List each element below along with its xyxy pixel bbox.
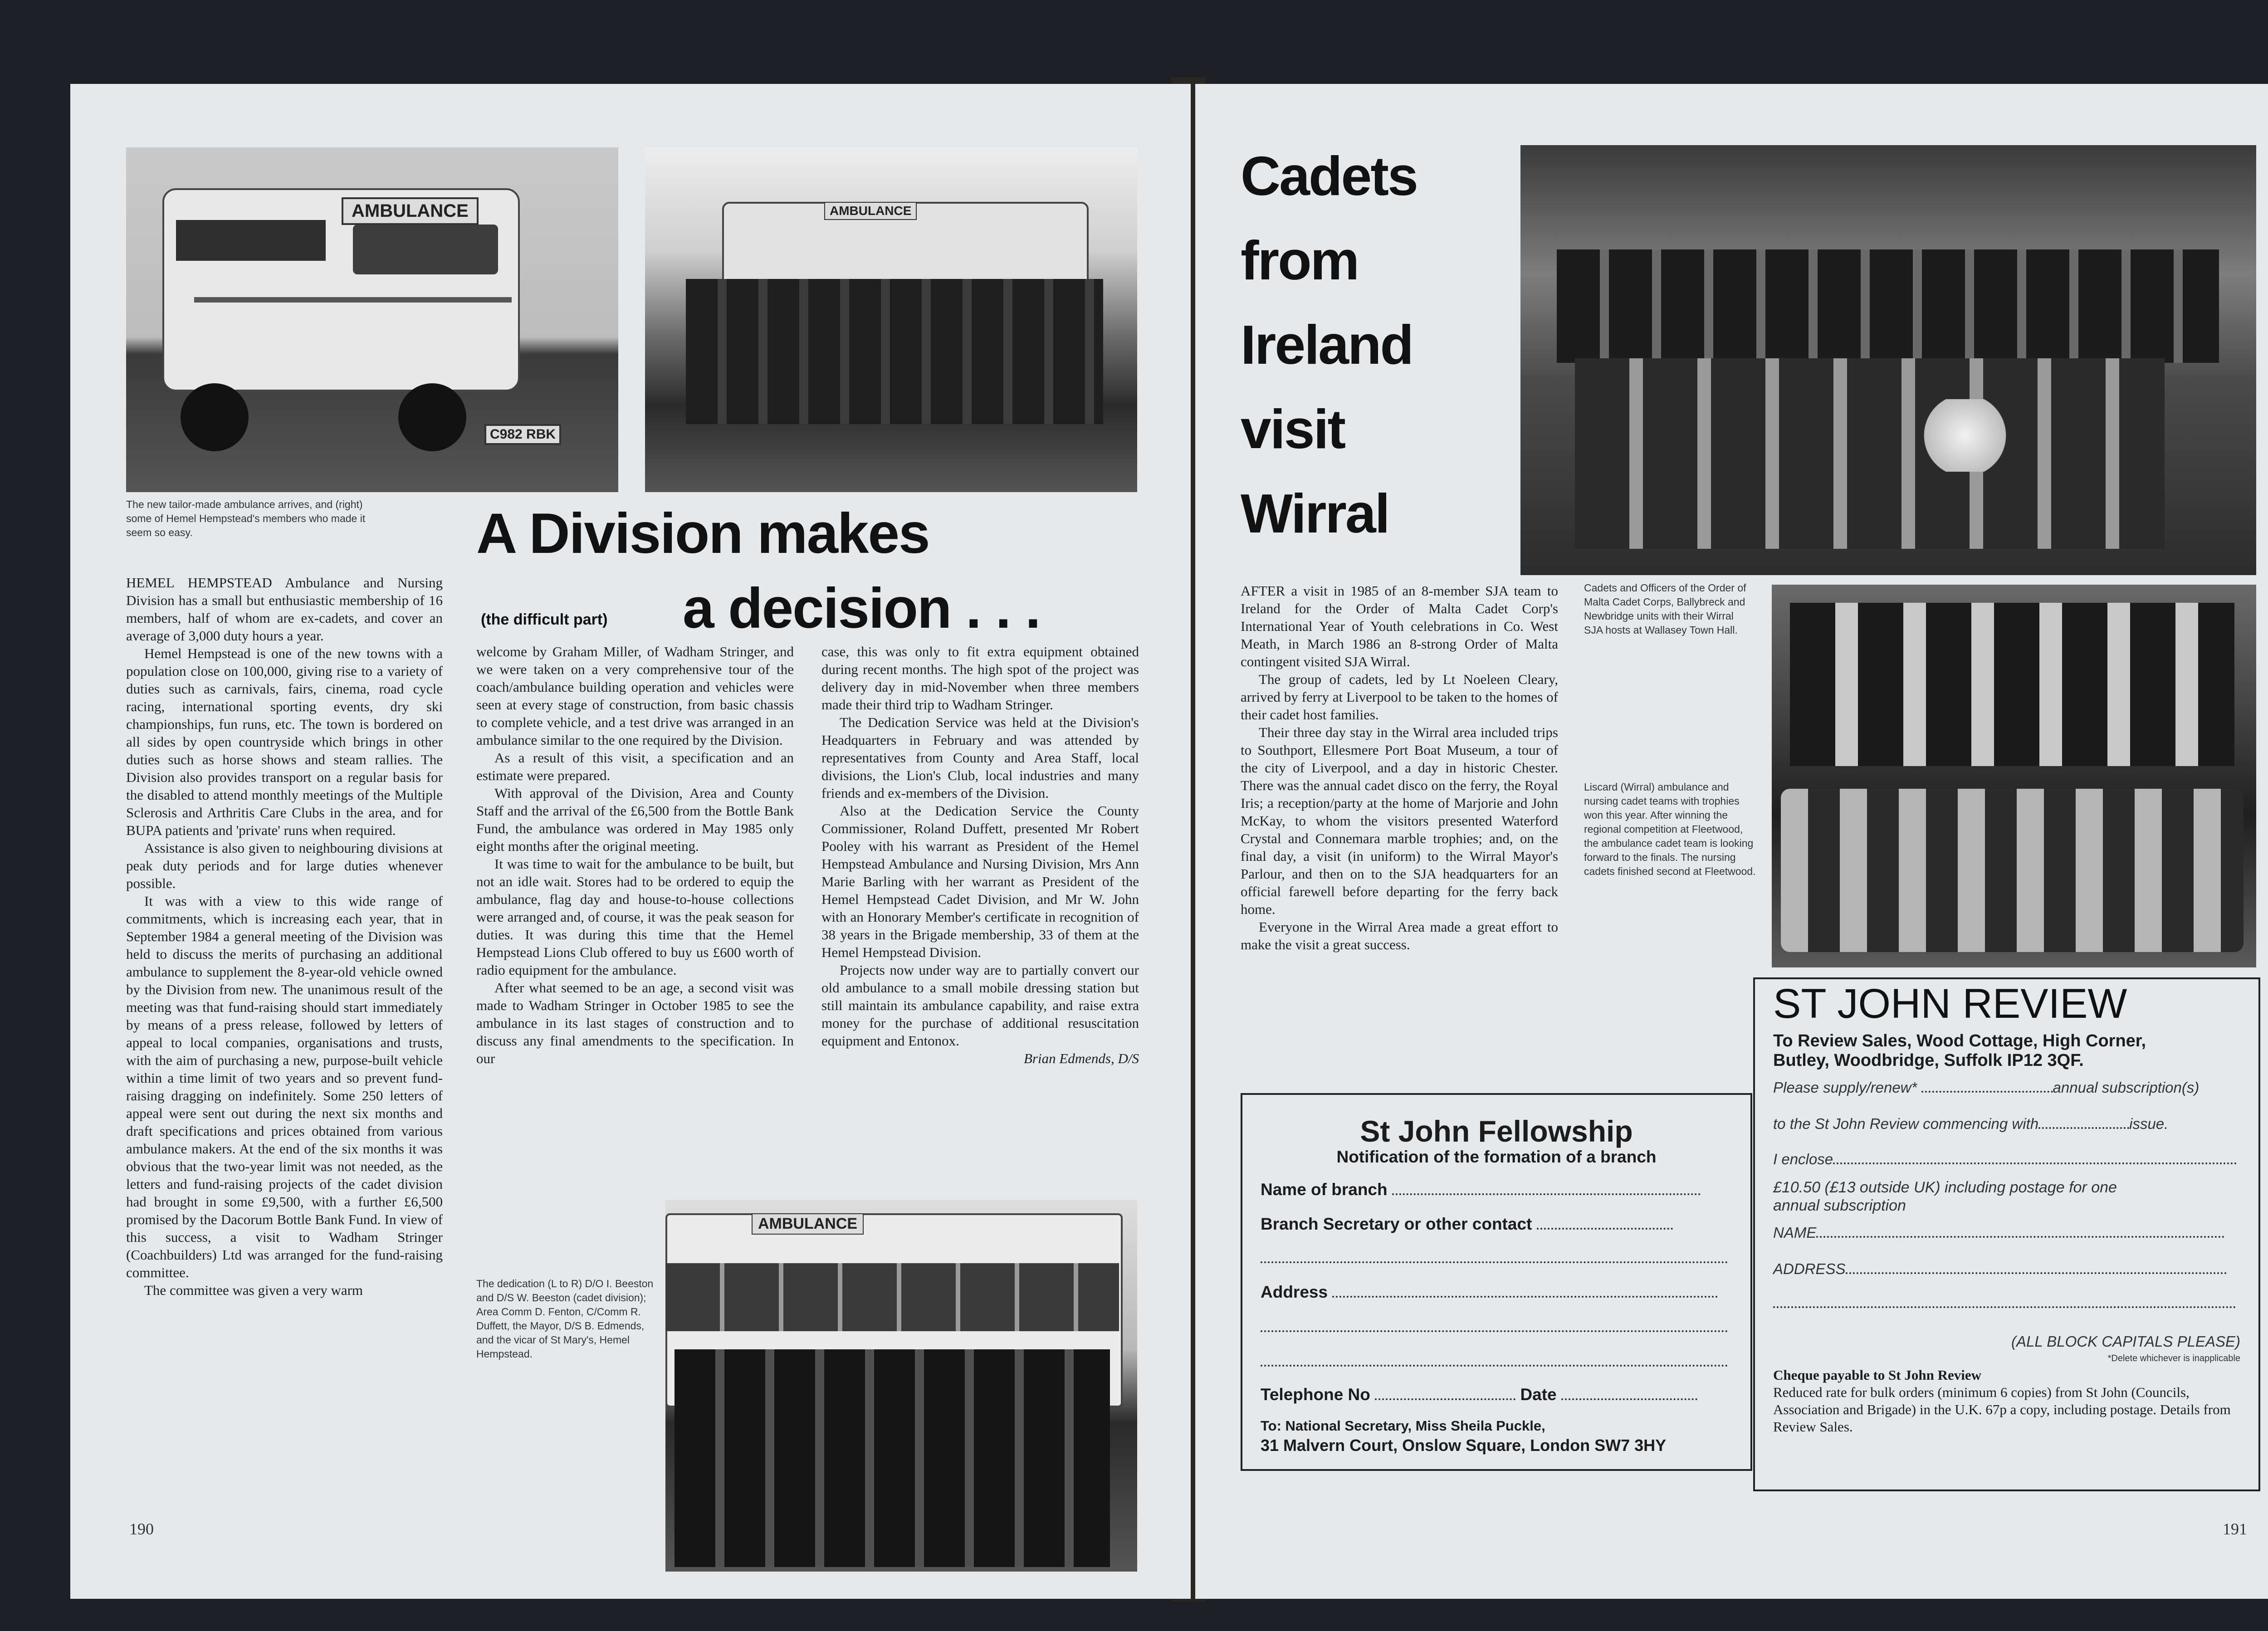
fellowship-title: St John Fellowship bbox=[1360, 1114, 1633, 1148]
blank-line[interactable] bbox=[1261, 1317, 1732, 1336]
headline-line: visit bbox=[1241, 398, 1345, 460]
blank-line[interactable] bbox=[1261, 1248, 1732, 1267]
delete-note: *Delete whichever is inapplicable bbox=[2107, 1353, 2240, 1363]
date-label: Date bbox=[1520, 1385, 1557, 1404]
page-number: 191 bbox=[2223, 1520, 2247, 1538]
headline-line: Wirral bbox=[1241, 483, 1389, 544]
review-address-2: Butley, Woodbridge, Suffolk IP12 3QF. bbox=[1773, 1051, 2084, 1070]
left-page bbox=[70, 84, 1191, 1599]
send-to-line2: 31 Malvern Court, Onslow Square, London SW7 3HY bbox=[1261, 1436, 1667, 1455]
dedication-photo bbox=[665, 1200, 1137, 1572]
trophies-photo bbox=[1772, 585, 2256, 967]
ambulance-sign: AMBULANCE bbox=[342, 197, 479, 225]
caption-trophies: Liscard (Wirral) ambulance and nursing cadet teams with trophies won this year. After winning the regional competition at Fleetwood, the ambulance cadet team is looking forward to the finals. The nursing cadets finished second at Fleetwood. bbox=[1584, 781, 1756, 877]
wirral-article bbox=[1241, 582, 1558, 953]
ambulance-photo bbox=[126, 147, 618, 492]
author-signature: Brian Edmends, D/S bbox=[1023, 1050, 1139, 1066]
headline bbox=[1241, 134, 1417, 556]
telephone-date-field[interactable] bbox=[1261, 1385, 1732, 1404]
paragraph: The Dedication Service was held at the Division's Headquarters in February and was attended by representatives from County and Area Staff, local divisions, the Lion's Club, local industries and many friends and ex-members of the Division. bbox=[821, 714, 1139, 801]
review-address-1: To Review Sales, Wood Cottage, High Corner, bbox=[1773, 1031, 2146, 1050]
headline-line: Cadets bbox=[1241, 145, 1417, 207]
send-to-line1: To: National Secretary, Miss Sheila Puckle, bbox=[1261, 1418, 1545, 1434]
block-capitals-note: (ALL BLOCK CAPITALS PLEASE) bbox=[2011, 1333, 2240, 1350]
paragraph: As a result of this visit, a specification and an estimate were prepared. bbox=[476, 750, 794, 783]
paragraph: Hemel Hempstead is one of the new towns with a population close on 100,000, giving rise to a variety of duties such as carnivals, fairs, cinema, road cycle racing, international sporting events, dry ski championships, fun runs, etc. The town is bordered on all sides by open countryside which brings in other duties such as horse shows and steam rallies. The Division also provides transport on a regular basis for the disabled to attend monthly meetings of the Multiple Sclerosis and Arthritis Care Clubs in the area, and for BUPA patients and 'private' runs when required. bbox=[126, 645, 443, 838]
address-field[interactable] bbox=[1261, 1283, 1732, 1302]
article-column-2 bbox=[476, 643, 794, 1067]
reduced-rate: Reduced rate for bulk orders (minimum 6 copies) from St John (Councils, Association and Brigade) in the U.K. 67p a copy, including postage. Details from Review Sales. bbox=[1773, 1384, 2231, 1435]
paragraph: AFTER a visit in 1985 of an 8-member SJA team to Ireland for the Order of Malta Cadet Corp's International Year of Youth celebrations in Co. West Meath, in March 1986 an 8-strong Order of Malta contingent visited SJA Wirral. bbox=[1241, 583, 1558, 669]
caption-bottom: The dedication (L to R) D/O I. Beeston and D/S W. Beeston (cadet division); Area Comm D. Fenton, C/Comm R. Duffett, the Mayor, D/S B. Edmends, and the vicar of St Mary's, Hemel Hempstead. bbox=[476, 1278, 654, 1360]
paragraph: Also at the Dedication Service the County Commissioner, Roland Duffett, presented Mr Robert Pooley with his warrant as President of the Hemel Hempstead Ambulance and Nursing Division, Mrs Ann Marie Barling with her warrant as President of the Hemel Hempstead Cadet Division, and Mr W. John with an Honorary Member's certificate in recognition of 38 years in the Brigade membership, 33 of them at the Hemel Hempstead Division. bbox=[821, 803, 1139, 960]
caption-top: The new tailor-made ambulance arrives, and (right) some of Hemel Hempstead's members who made it seem so easy. bbox=[126, 498, 366, 538]
paragraph: Their three day stay in the Wirral area included trips to Southport, Ellesmere Port Boat Museum, a tour of the city of Liverpool, and a day in historic Chester. There was the annual cadet disco on the ferry, the Royal Iris; a reception/party at the home of Marjorie and John McKay, to whom the visitors presented Waterford Crystal and Connemara marble trophies; and, on the final day, a visit (in uniform) to the Wirral Mayor's Parlour, and then on to the SJA headquarters for an official farewell before departing for the ferry back home. bbox=[1241, 724, 1558, 917]
headline-line: from bbox=[1241, 230, 1359, 291]
right-page bbox=[1195, 84, 2268, 1599]
ambulance-sign: AMBULANCE bbox=[752, 1213, 864, 1235]
paragraph: It was time to wait for the ambulance to be built, but not an idle wait. Stores had to be ordered to equip the ambulance, flag day and house-to-house collections were arranged and, of course, it was the peak season for duties. It was during this time that the Hemel Hempstead Lions Club offered to buy us £600 worth of radio equipment for the ambulance. bbox=[476, 856, 794, 978]
branch-secretary-label: Branch Secretary or other contact bbox=[1261, 1215, 1532, 1233]
paragraph: The group of cadets, led by Lt Noeleen Cleary, arrived by ferry at Liverpool to be taken to the homes of their cadet host families. bbox=[1241, 671, 1558, 723]
ambulance-sign: AMBULANCE bbox=[824, 202, 917, 220]
cheque-line: Cheque payable to St John Review bbox=[1773, 1367, 1982, 1383]
paragraph: With approval of the Division, Area and County Staff and the arrival of the £6,500 from the Bottle Bank Fund, the ambulance was ordered in May 1985 only eight months after the original meeting. bbox=[476, 785, 794, 854]
subheadline: (the difficult part) bbox=[481, 611, 608, 628]
name-field[interactable]: NAME bbox=[1773, 1224, 2240, 1241]
branch-secretary-field[interactable] bbox=[1261, 1215, 1732, 1234]
cadets-group-photo bbox=[1520, 145, 2256, 575]
branch-name-label: Name of branch bbox=[1261, 1180, 1388, 1199]
paragraph: It was with a view to this wide range of commitments, which is increasing each year, that in September 1984 a general meeting of the Division was held to discuss the merits of purchasing an additional ambulance to supplement the 8-year-old vehicle owned by the Division from new. The unanimous result of the meeting was that fund-raising should start immediately by means of a press release, followed by letters of appeal to local companies, organisations and trusts, with the aim of purchasing a new, purpose-built vehicle within a time limit of two years and so prevent fund-raising dragging on indefinitely. Some 250 letters of appeal were sent out during the next six months and draft specifications and prices obtained from various ambulance makers. At the end of the six months it was obvious that the two-year limit was not needed, as the letters and fund-raising projects of the cadet division had brought in some £9,500, with a further £6,500 promised by the Dacorum Bottle Bank Fund. In view of this success, a visit to Wadham Stringer (Coachbuilders) Ltd was arranged for the fund-raising committee. bbox=[126, 893, 443, 1280]
fellowship-form bbox=[1241, 1093, 1752, 1471]
paragraph: welcome by Graham Miller, of Wadham Stringer, and we were taken on a very comprehensive tour of the coach/ambulance building operation and vehicles were seen at every stage of construction, from basic chassis to complete vehicle, and a test drive was arranged in an ambulance similar to the one required by the Division. bbox=[476, 644, 794, 748]
enclose-field[interactable]: I enclose bbox=[1773, 1151, 2240, 1168]
paragraph: Projects now under way are to partially convert our old ambulance to a small mobile dressing station but still maintain its ambulance capability, and raise extra money for the purchase of additional resuscitation equipment and Entonox. bbox=[821, 962, 1139, 1049]
headline-line: Ireland bbox=[1241, 314, 1413, 376]
registration-plate: C982 RBK bbox=[484, 424, 561, 445]
commencing-field[interactable]: to the St John Review commencing with issue. bbox=[1773, 1115, 2169, 1132]
article-column-3 bbox=[821, 643, 1139, 1067]
paragraph: The committee was given a very warm bbox=[144, 1282, 363, 1298]
paragraph: After what seemed to be an age, a second visit was made to Wadham Stringer in October 1985 to see the ambulance in its last stages of construction and to discuss any final amendments to the specification. In our bbox=[476, 980, 794, 1066]
address-label: Address bbox=[1261, 1283, 1328, 1301]
paragraph: HEMEL HEMPSTEAD Ambulance and Nursing Division has a small but enthusiastic membership of 16 members, half of whom are ex-cadets, and cover an average of 3,000 duty hours a year. bbox=[126, 575, 443, 644]
fellowship-subtitle: Notification of the formation of a branch bbox=[1336, 1148, 1657, 1166]
members-group-photo bbox=[645, 147, 1137, 492]
telephone-label: Telephone No bbox=[1261, 1385, 1370, 1404]
caption-top-right: Cadets and Officers of the Order of Malta Cadet Corps, Ballybreck and Newbridge units with their Wirral SJA hosts at Wallasey Town Hall. bbox=[1584, 582, 1746, 636]
paragraph: Assistance is also given to neighbouring divisions at peak duty periods and for large duties whenever possible. bbox=[126, 840, 443, 891]
price-line-1: £10.50 (£13 outside UK) including postage for one bbox=[1773, 1179, 2117, 1196]
address-field[interactable]: ADDRESS bbox=[1773, 1260, 2240, 1278]
supply-field[interactable]: Please supply/renew* annual subscription(s) bbox=[1773, 1079, 2200, 1096]
headline-main: A Division makes bbox=[476, 502, 929, 565]
branch-name-field[interactable] bbox=[1261, 1180, 1732, 1199]
page-number: 190 bbox=[129, 1520, 154, 1538]
price-line-2: annual subscription bbox=[1773, 1197, 1906, 1214]
paragraph: Everyone in the Wirral Area made a great effort to make the visit a great success. bbox=[1241, 919, 1558, 952]
review-subscription-form bbox=[1753, 977, 2260, 1491]
article-column-1 bbox=[126, 574, 443, 1299]
headline-second: a decision . . . bbox=[683, 577, 1040, 640]
review-title: ST JOHN REVIEW bbox=[1773, 981, 2127, 1027]
paragraph: case, this was only to fit extra equipment obtained during recent months. The high spot of the project was delivery day in mid-November when three members made their third trip to Wadham Stringer. bbox=[821, 644, 1139, 713]
blank-line[interactable] bbox=[1261, 1352, 1732, 1371]
blank-line[interactable] bbox=[1773, 1294, 2240, 1312]
